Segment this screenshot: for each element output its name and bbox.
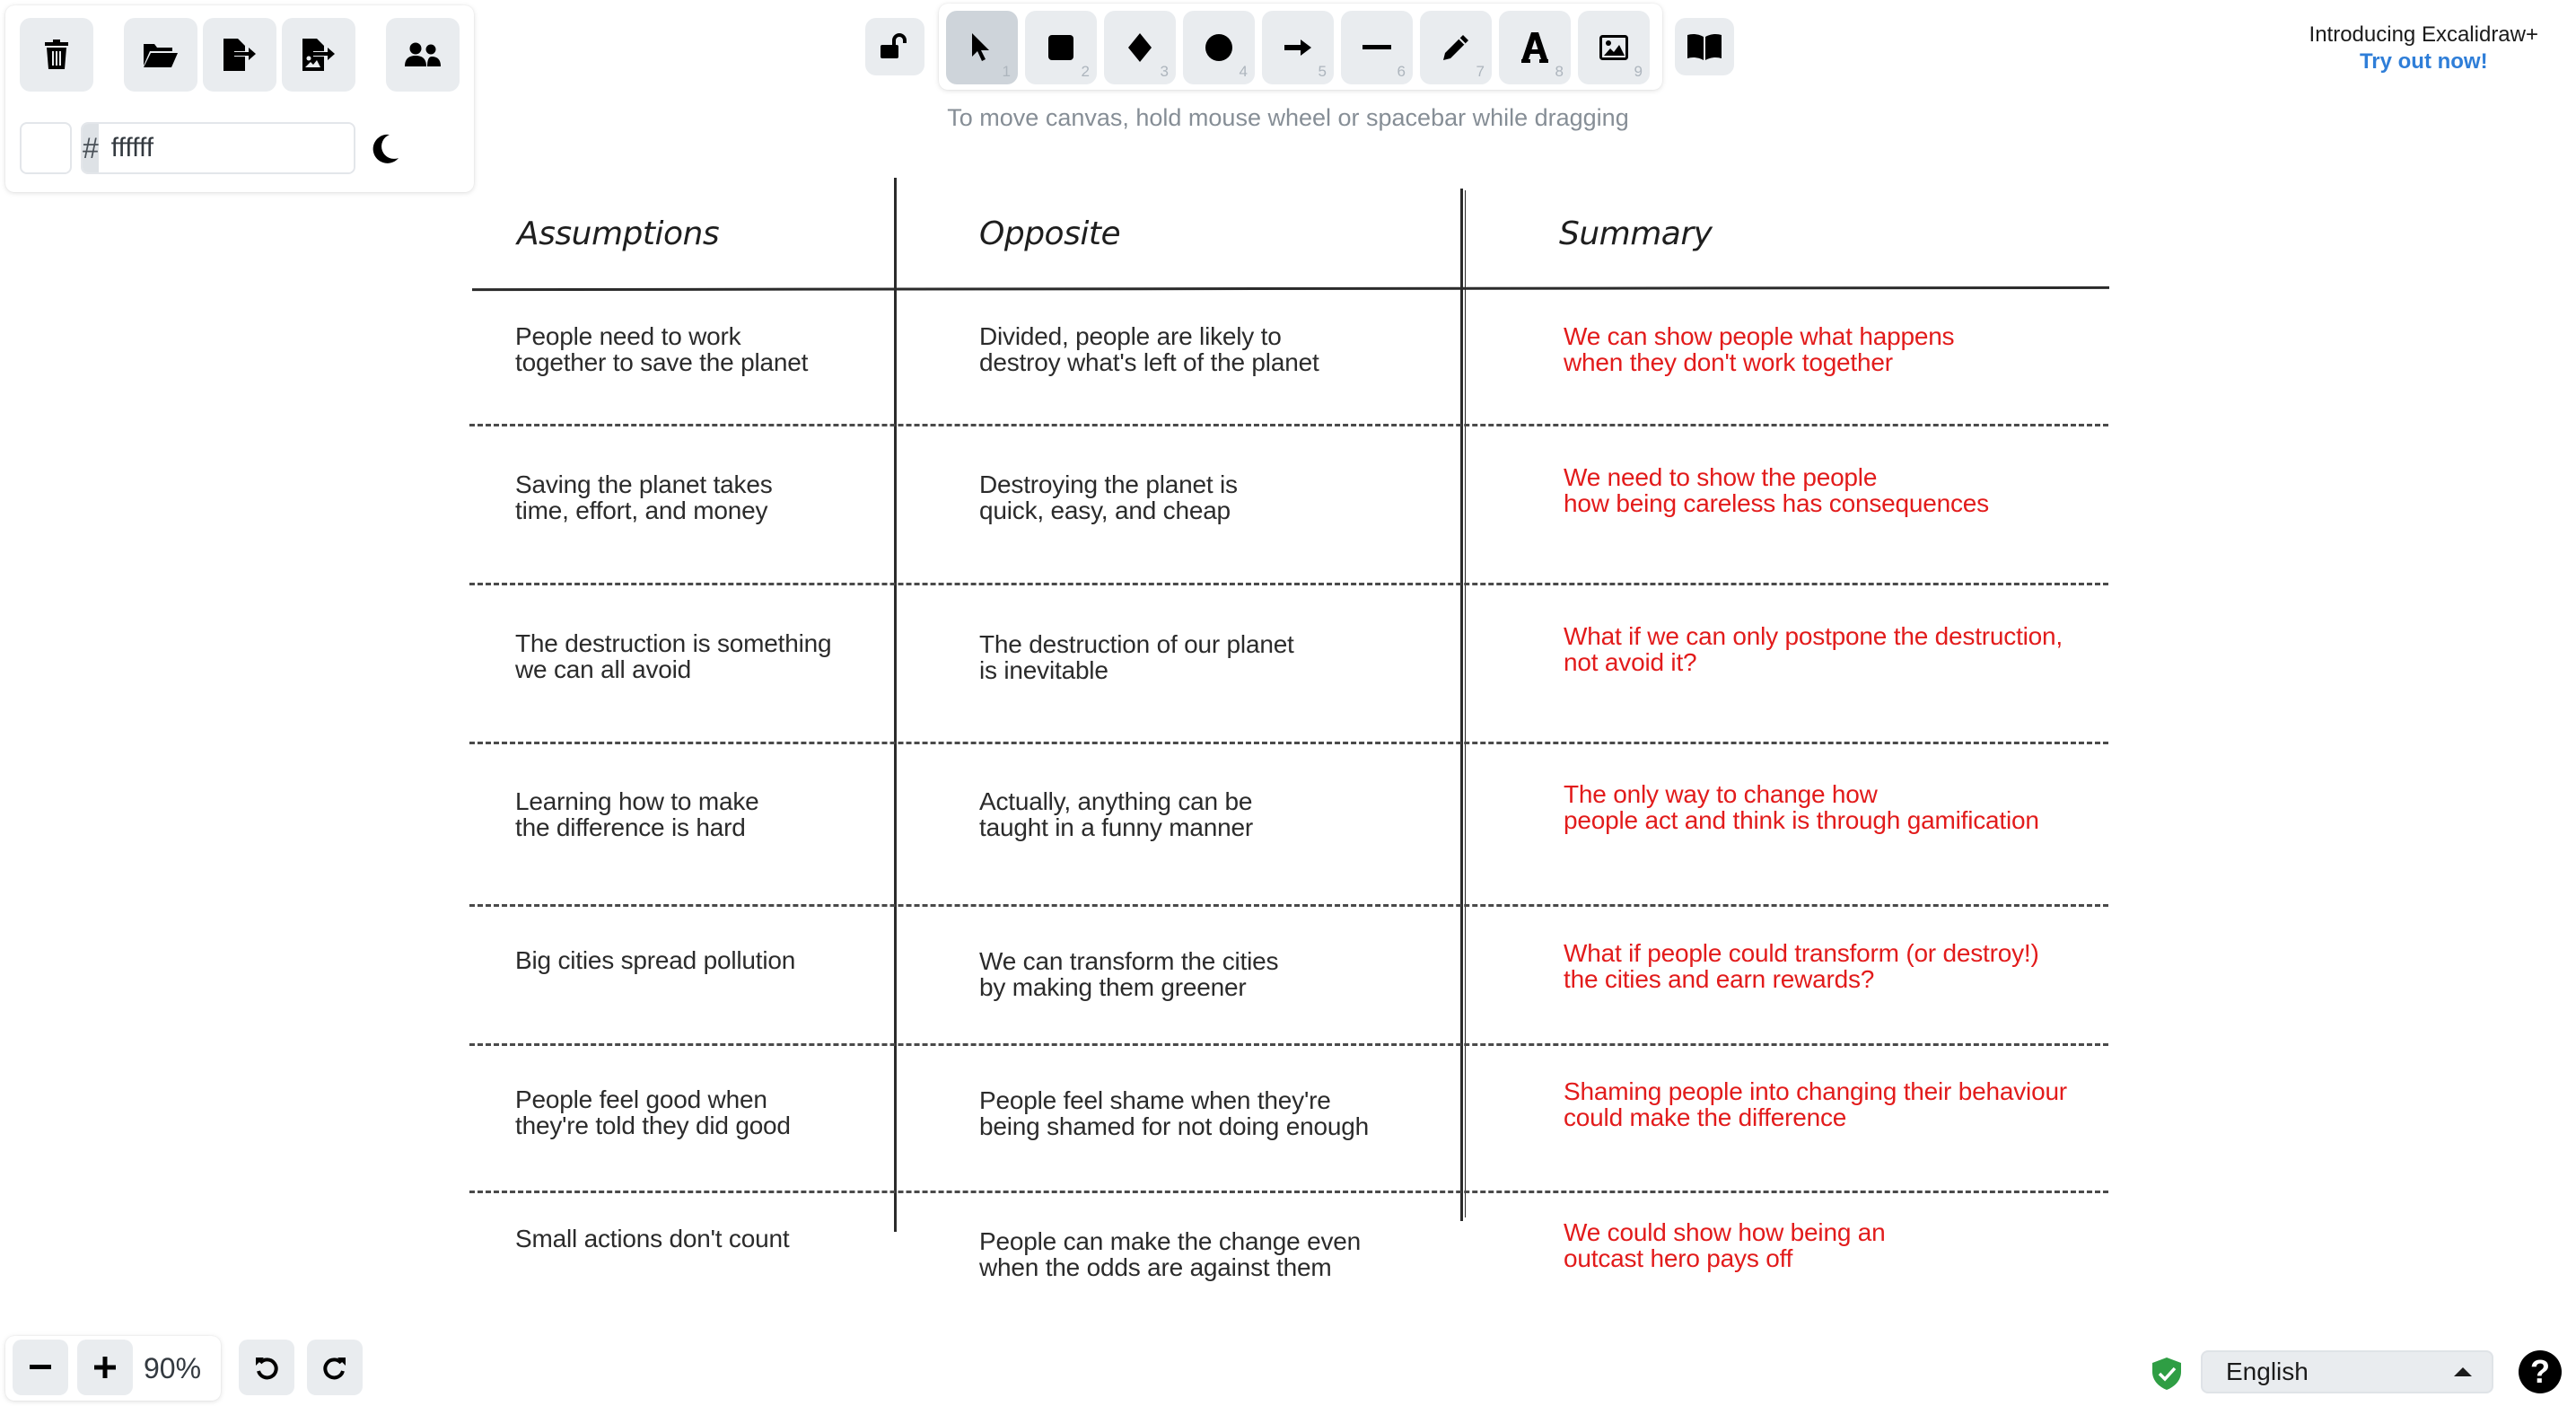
cell-summary[interactable]: What if we can only postpone the destruction, not avoid it? xyxy=(1564,622,2063,676)
app-menu-panel xyxy=(5,5,474,192)
row-divider xyxy=(469,904,2108,907)
book-open-icon xyxy=(1687,33,1722,60)
collaborate-button[interactable] xyxy=(386,18,460,92)
tool-ellipse-button[interactable] xyxy=(1183,11,1255,84)
zoom-level[interactable]: 90% xyxy=(144,1352,202,1384)
tool-diamond-button[interactable] xyxy=(1104,11,1176,84)
diamond-icon xyxy=(1128,33,1152,62)
cell-summary[interactable]: We need to show the people how being careless has consequences xyxy=(1564,463,1989,517)
cell-assumption[interactable]: The destruction is something we can all avoid xyxy=(515,629,832,683)
pointer-icon xyxy=(970,32,994,63)
circle-icon xyxy=(1205,33,1233,62)
row-divider xyxy=(469,1191,2108,1193)
cell-assumption[interactable]: Learning how to make the difference is hard xyxy=(515,787,759,841)
zoom-in-button[interactable] xyxy=(77,1340,133,1395)
promo-title: Introducing Excalidraw+ xyxy=(2309,22,2538,47)
export-image-button[interactable] xyxy=(282,18,355,92)
cell-opposite[interactable]: Destroying the planet is quick, easy, and cheap xyxy=(979,470,1238,524)
open-button[interactable] xyxy=(124,18,197,92)
row-divider xyxy=(469,583,2108,585)
lock-tool-button[interactable] xyxy=(865,18,924,75)
tool-shortcut-key: 2 xyxy=(1081,63,1090,80)
unlock-icon xyxy=(881,33,909,60)
plus-icon xyxy=(94,1357,116,1378)
redo-button[interactable] xyxy=(307,1340,363,1395)
tool-rectangle-button[interactable] xyxy=(1025,11,1097,84)
tool-text-button[interactable] xyxy=(1499,11,1571,84)
tool-shortcut-key: 9 xyxy=(1634,63,1643,80)
tool-shortcut-key: 7 xyxy=(1476,63,1485,80)
cell-summary[interactable]: What if people could transform (or destroy!) the cities and earn rewards? xyxy=(1564,939,2039,993)
tool-shortcut-key: 4 xyxy=(1239,63,1248,80)
tool-shortcut-key: 8 xyxy=(1555,63,1564,80)
header-assumptions[interactable]: Assumptions xyxy=(517,215,720,252)
tool-selection-button[interactable] xyxy=(946,11,1018,84)
zoom-out-button[interactable] xyxy=(13,1340,68,1395)
users-icon xyxy=(405,42,441,67)
minus-icon xyxy=(30,1365,51,1370)
tool-line-button[interactable] xyxy=(1341,11,1413,84)
cell-opposite[interactable]: Divided, people are likely to destroy what's left of the planet xyxy=(979,322,1319,376)
export-button[interactable] xyxy=(203,18,276,92)
tool-image-button[interactable] xyxy=(1578,11,1650,84)
cell-assumption[interactable]: Small actions don't count xyxy=(515,1225,790,1252)
clear-canvas-button[interactable] xyxy=(20,18,93,92)
square-icon xyxy=(1048,35,1073,60)
tool-shortcut-key: 3 xyxy=(1160,63,1169,80)
canvas-hint: To move canvas, hold mouse wheel or spacebar while dragging xyxy=(947,104,1629,131)
cell-assumption[interactable]: People need to work together to save the planet xyxy=(515,322,809,376)
cell-assumption[interactable]: Saving the planet takes time, effort, and money xyxy=(515,470,773,524)
library-button[interactable] xyxy=(1675,18,1734,75)
language-select[interactable] xyxy=(2201,1350,2493,1393)
undo-icon xyxy=(254,1355,279,1380)
moon-icon xyxy=(368,131,404,167)
cell-summary[interactable]: The only way to change how people act and think is through gamification xyxy=(1564,780,2039,834)
header-divider xyxy=(472,286,2109,291)
shield-check-icon xyxy=(2152,1358,2181,1390)
header-summary[interactable]: Summary xyxy=(1559,215,1713,252)
folder-open-icon xyxy=(143,41,179,68)
row-divider xyxy=(469,742,2108,744)
cell-opposite[interactable]: The destruction of our planet is inevitable xyxy=(979,630,1294,684)
cell-opposite[interactable]: We can transform the cities by making them greener xyxy=(979,947,1279,1001)
cell-assumption[interactable]: People feel good when they're told they did good xyxy=(515,1085,791,1139)
pencil-icon xyxy=(1441,33,1470,62)
redo-icon xyxy=(322,1355,347,1380)
hex-prefix: # xyxy=(83,124,99,172)
tool-arrow-button[interactable] xyxy=(1262,11,1334,84)
cell-summary[interactable]: Shaming people into changing their behaviour could make the difference xyxy=(1564,1077,2067,1131)
trash-icon xyxy=(43,40,70,70)
image-icon xyxy=(1599,35,1628,60)
file-export-icon xyxy=(222,39,258,71)
tool-shortcut-key: 5 xyxy=(1318,63,1327,80)
cell-opposite[interactable]: Actually, anything can be taught in a funny manner xyxy=(979,787,1253,841)
cell-assumption[interactable]: Big cities spread pollution xyxy=(515,946,796,974)
tool-shortcut-key: 6 xyxy=(1397,63,1406,80)
cell-opposite[interactable]: People can make the change even when the odds are against them xyxy=(979,1227,1361,1281)
cell-summary[interactable]: We can show people what happens when they don't work together xyxy=(1564,322,1955,376)
theme-toggle-button[interactable] xyxy=(368,131,404,167)
language-selected: English xyxy=(2226,1358,2309,1385)
file-image-export-icon xyxy=(301,39,337,71)
column-divider-1 xyxy=(894,178,897,1232)
tool-shortcut-key: 1 xyxy=(1002,63,1011,80)
row-divider xyxy=(469,1043,2108,1046)
header-opposite[interactable]: Opposite xyxy=(979,215,1121,252)
encryption-indicator[interactable] xyxy=(2152,1358,2181,1394)
promo-banner xyxy=(2309,22,2538,75)
column-divider-2-sketch xyxy=(1465,190,1466,1217)
arrow-right-icon xyxy=(1284,39,1311,57)
tool-draw-button[interactable] xyxy=(1420,11,1492,84)
line-icon xyxy=(1362,45,1391,50)
promo-link[interactable]: Try out now! xyxy=(2359,49,2488,74)
caret-up-icon xyxy=(2454,1367,2472,1376)
text-icon xyxy=(1521,32,1548,63)
column-divider-2 xyxy=(1460,189,1463,1221)
undo-button[interactable] xyxy=(239,1340,294,1395)
cell-summary[interactable]: We could show how being an outcast hero pays off xyxy=(1564,1218,1886,1272)
row-divider xyxy=(469,424,2108,426)
help-button[interactable]: ? xyxy=(2519,1350,2562,1393)
cell-opposite[interactable]: People feel shame when they're being shamed for not doing enough xyxy=(979,1086,1369,1140)
